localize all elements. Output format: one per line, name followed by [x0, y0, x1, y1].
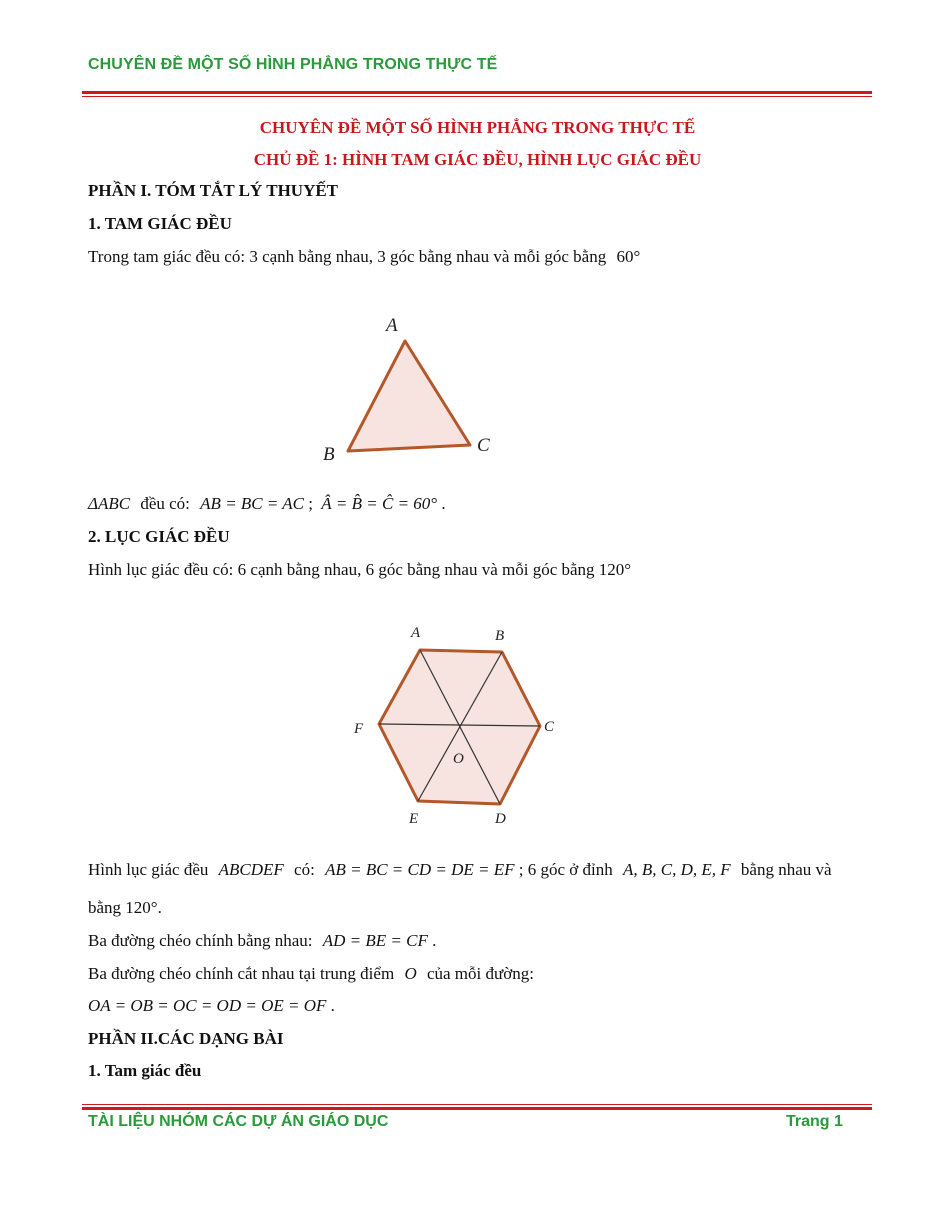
footer-organization: TÀI LIỆU NHÓM CÁC DỰ ÁN GIÁO DỤC	[88, 1113, 389, 1130]
diagonals-equal-line	[88, 931, 436, 951]
midpoint-equation-line	[88, 996, 335, 1016]
triangle-property-line	[88, 494, 446, 514]
section-2-heading: 2. LỤC GIÁC ĐỀU	[88, 527, 230, 546]
triangle-separator: ;	[308, 494, 314, 513]
hex-sides-equation: AB = BC = CD = DE = EF	[325, 860, 515, 879]
triangle-end-period: .	[441, 494, 446, 513]
triangle-angle-value: 60°	[616, 247, 641, 266]
hexagon-label-d: D	[495, 811, 506, 827]
triangle-definition-text: Trong tam giác đều có: 3 cạnh bằng nhau, 3 góc bằng nhau và mỗi góc bằng	[88, 247, 607, 266]
triangle-label-a: A	[386, 315, 398, 336]
hexagon-label-o: O	[453, 751, 464, 767]
part-1-heading: PHẦN I. TÓM TẮT LÝ THUYẾT	[88, 181, 339, 200]
triangle-sides-equation: AB = BC = AC	[200, 494, 305, 513]
hex-text-c: có:	[294, 860, 315, 879]
diagonals-equation: AD = BE = CF	[322, 931, 428, 950]
triangle-label-c: C	[477, 435, 490, 456]
triangle-angles-equation: Â = B̂ = Ĉ = 60°	[321, 494, 438, 513]
hexagon-property-line-2	[88, 898, 162, 918]
hexagon-label-e: E	[409, 811, 419, 827]
footer-rule-thin	[82, 1104, 872, 1105]
midpoint-text-a: Ba đường chéo chính cắt nhau tại trung điểm	[88, 964, 395, 983]
hex-vertices: A, B, C, D, E, F	[623, 860, 731, 879]
document-title: CHUYÊN ĐỀ MỘT SỐ HÌNH PHẲNG TRONG THỰC TẾ	[259, 118, 696, 137]
footer-page-number: Trang 1	[786, 1113, 843, 1130]
header-title: CHUYÊN ĐỀ MỘT SỐ HÌNH PHẲNG TRONG THỰC TẾ	[88, 56, 498, 73]
topic-title: CHỦ ĐỀ 1: HÌNH TAM GIÁC ĐỀU, HÌNH LỤC GIÁC ĐỀU	[253, 150, 702, 169]
hex-angle-period: .	[157, 898, 162, 917]
subsection-1-heading: 1. Tam giác đều	[88, 1061, 202, 1080]
hexagon-label-c: C	[544, 719, 555, 735]
triangle-property-text: đều có:	[140, 494, 190, 513]
hex-text-a: Hình lục giác đều	[88, 860, 209, 879]
triangle-figure	[300, 305, 520, 475]
midpoint-period: .	[330, 996, 335, 1015]
triangle-label-b: B	[323, 444, 335, 465]
hexagon-figure	[340, 615, 570, 830]
hex-text-g: bằng nhau và	[740, 860, 832, 879]
hexagon-label-b: B	[495, 628, 505, 644]
section-1-heading: 1. TAM GIÁC ĐỀU	[88, 214, 232, 233]
hexagon-definition: Hình lục giác đều có: 6 cạnh bằng nhau, 6 góc bằng nhau và mỗi góc bằng 120°	[88, 560, 632, 579]
diagonals-period: .	[432, 931, 437, 950]
midpoint-text-c: của mỗi đường:	[426, 964, 534, 983]
midpoint-line	[88, 964, 534, 984]
part-2-heading: PHẦN II.CÁC DẠNG BÀI	[88, 1029, 284, 1048]
hex-name: ABCDEF	[218, 860, 284, 879]
hex-text-e: ; 6 góc ở đỉnh	[518, 860, 613, 879]
triangle-shape	[348, 341, 470, 451]
midpoint-equation: OA = OB = OC = OD = OE = OF	[88, 996, 327, 1015]
midpoint-o: O	[404, 964, 417, 983]
hexagon-label-a: A	[411, 625, 421, 641]
hex-angle-text: bằng 120°	[88, 898, 158, 917]
header-rule-thick	[82, 91, 872, 94]
triangle-definition	[88, 247, 640, 267]
hexagon-label-f: F	[354, 721, 364, 737]
header-rule-thin	[82, 96, 872, 97]
footer-rule-thick	[82, 1107, 872, 1110]
diagonals-text: Ba đường chéo chính bằng nhau:	[88, 931, 313, 950]
triangle-delta: ΔABC	[88, 494, 131, 513]
hexagon-property-line-1	[88, 860, 878, 880]
